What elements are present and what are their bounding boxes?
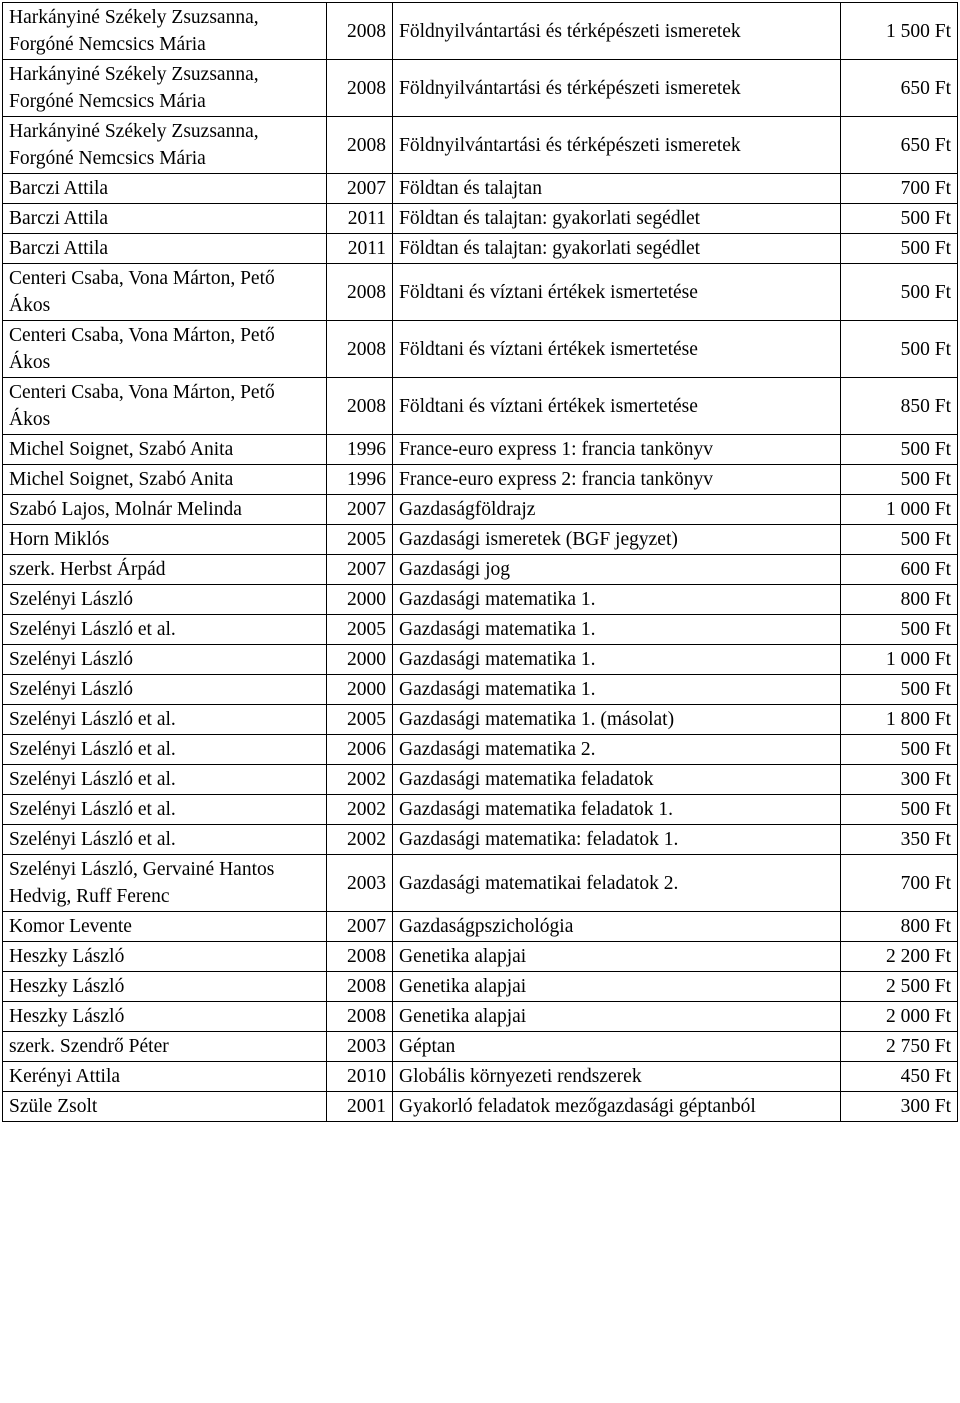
title-cell: Gazdasági matematika 1. xyxy=(393,615,841,645)
author-cell: Michel Soignet, Szabó Anita xyxy=(3,435,327,465)
author-cell: Szüle Zsolt xyxy=(3,1092,327,1122)
table-row xyxy=(3,264,958,321)
title-cell: Gazdasági ismeretek (BGF jegyzet) xyxy=(393,525,841,555)
author-cell: Barczi Attila xyxy=(3,234,327,264)
title-cell: Gazdasági matematika 2. xyxy=(393,735,841,765)
title-cell: Géptan xyxy=(393,1032,841,1062)
price-cell: 800 Ft xyxy=(841,585,958,615)
author-cell: Szelényi László xyxy=(3,645,327,675)
author-cell: Barczi Attila xyxy=(3,204,327,234)
price-cell: 500 Ft xyxy=(841,264,958,321)
table-row xyxy=(3,705,958,735)
title-cell: Földtani és víztani értékek ismertetése xyxy=(393,378,841,435)
year-cell: 2002 xyxy=(327,765,393,795)
year-cell: 1996 xyxy=(327,435,393,465)
year-cell: 2002 xyxy=(327,795,393,825)
author-cell: Centeri Csaba, Vona Márton, Pető Ákos xyxy=(3,378,327,435)
title-cell: Gazdasági matematika 1. xyxy=(393,675,841,705)
year-cell: 2008 xyxy=(327,60,393,117)
price-cell: 2 200 Ft xyxy=(841,942,958,972)
title-cell: Földtan és talajtan: gyakorlati segédlet xyxy=(393,234,841,264)
year-cell: 2001 xyxy=(327,1092,393,1122)
author-cell: Szelényi László xyxy=(3,675,327,705)
price-cell: 500 Ft xyxy=(841,234,958,264)
author-cell: Komor Levente xyxy=(3,912,327,942)
year-cell: 2007 xyxy=(327,912,393,942)
table-row xyxy=(3,675,958,705)
author-cell: Harkányiné Székely Zsuzsanna, Forgóné Nemcsics Mária xyxy=(3,3,327,60)
author-cell: Centeri Csaba, Vona Márton, Pető Ákos xyxy=(3,264,327,321)
year-cell: 2000 xyxy=(327,585,393,615)
price-cell: 500 Ft xyxy=(841,795,958,825)
price-cell: 850 Ft xyxy=(841,378,958,435)
year-cell: 2006 xyxy=(327,735,393,765)
title-cell: France-euro express 2: francia tankönyv xyxy=(393,465,841,495)
author-cell: Heszky László xyxy=(3,1002,327,1032)
author-cell: Michel Soignet, Szabó Anita xyxy=(3,465,327,495)
price-cell: 1 000 Ft xyxy=(841,645,958,675)
table-row xyxy=(3,378,958,435)
title-cell: Gazdasági matematika feladatok 1. xyxy=(393,795,841,825)
table-row xyxy=(3,1092,958,1122)
year-cell: 2008 xyxy=(327,972,393,1002)
year-cell: 2008 xyxy=(327,3,393,60)
price-cell: 700 Ft xyxy=(841,174,958,204)
author-cell: Szelényi László et al. xyxy=(3,735,327,765)
author-cell: Heszky László xyxy=(3,972,327,1002)
title-cell: Földtani és víztani értékek ismertetése xyxy=(393,264,841,321)
author-cell: Szabó Lajos, Molnár Melinda xyxy=(3,495,327,525)
table-row xyxy=(3,60,958,117)
title-cell: Földtan és talajtan: gyakorlati segédlet xyxy=(393,204,841,234)
title-cell: Genetika alapjai xyxy=(393,1002,841,1032)
table-row xyxy=(3,972,958,1002)
title-cell: Globális környezeti rendszerek xyxy=(393,1062,841,1092)
book-list-body xyxy=(3,3,958,1122)
table-row xyxy=(3,174,958,204)
title-cell: Gazdasági matematikai feladatok 2. xyxy=(393,855,841,912)
year-cell: 2008 xyxy=(327,1002,393,1032)
table-row xyxy=(3,912,958,942)
title-cell: Gazdasági matematika 1. xyxy=(393,585,841,615)
price-cell: 300 Ft xyxy=(841,1092,958,1122)
table-row xyxy=(3,465,958,495)
title-cell: France-euro express 1: francia tankönyv xyxy=(393,435,841,465)
year-cell: 2003 xyxy=(327,855,393,912)
table-row xyxy=(3,525,958,555)
title-cell: Gazdaságföldrajz xyxy=(393,495,841,525)
price-cell: 2 750 Ft xyxy=(841,1032,958,1062)
author-cell: Szelényi László, Gervainé Hantos Hedvig, Ruff Ferenc xyxy=(3,855,327,912)
year-cell: 2008 xyxy=(327,942,393,972)
table-row xyxy=(3,495,958,525)
year-cell: 2011 xyxy=(327,204,393,234)
title-cell: Gyakorló feladatok mezőgazdasági géptanból xyxy=(393,1092,841,1122)
title-cell: Genetika alapjai xyxy=(393,972,841,1002)
price-cell: 1 000 Ft xyxy=(841,495,958,525)
title-cell: Földtani és víztani értékek ismertetése xyxy=(393,321,841,378)
table-row xyxy=(3,435,958,465)
author-cell: Szelényi László xyxy=(3,585,327,615)
year-cell: 1996 xyxy=(327,465,393,495)
title-cell: Gazdasági matematika 1. xyxy=(393,645,841,675)
author-cell: szerk. Herbst Árpád xyxy=(3,555,327,585)
table-row xyxy=(3,117,958,174)
price-cell: 300 Ft xyxy=(841,765,958,795)
price-cell: 1 800 Ft xyxy=(841,705,958,735)
author-cell: Kerényi Attila xyxy=(3,1062,327,1092)
table-row xyxy=(3,3,958,60)
year-cell: 2011 xyxy=(327,234,393,264)
price-cell: 2 500 Ft xyxy=(841,972,958,1002)
book-list-table xyxy=(2,2,958,1122)
table-row xyxy=(3,795,958,825)
table-row xyxy=(3,1062,958,1092)
table-row xyxy=(3,204,958,234)
author-cell: Heszky László xyxy=(3,942,327,972)
table-row xyxy=(3,234,958,264)
price-cell: 700 Ft xyxy=(841,855,958,912)
author-cell: Szelényi László et al. xyxy=(3,825,327,855)
title-cell: Földnyilvántartási és térképészeti ismeretek xyxy=(393,3,841,60)
year-cell: 2000 xyxy=(327,645,393,675)
author-cell: Barczi Attila xyxy=(3,174,327,204)
author-cell: Szelényi László et al. xyxy=(3,615,327,645)
price-cell: 500 Ft xyxy=(841,435,958,465)
year-cell: 2007 xyxy=(327,174,393,204)
title-cell: Gazdasági matematika 1. (másolat) xyxy=(393,705,841,735)
table-row xyxy=(3,1002,958,1032)
year-cell: 2008 xyxy=(327,321,393,378)
title-cell: Gazdasági matematika: feladatok 1. xyxy=(393,825,841,855)
year-cell: 2010 xyxy=(327,1062,393,1092)
price-cell: 500 Ft xyxy=(841,465,958,495)
author-cell: Szelényi László et al. xyxy=(3,795,327,825)
price-cell: 600 Ft xyxy=(841,555,958,585)
table-row xyxy=(3,585,958,615)
price-cell: 650 Ft xyxy=(841,60,958,117)
table-row xyxy=(3,825,958,855)
year-cell: 2005 xyxy=(327,525,393,555)
author-cell: Horn Miklós xyxy=(3,525,327,555)
year-cell: 2008 xyxy=(327,378,393,435)
price-cell: 500 Ft xyxy=(841,321,958,378)
title-cell: Földtan és talajtan xyxy=(393,174,841,204)
year-cell: 2005 xyxy=(327,705,393,735)
table-row xyxy=(3,555,958,585)
year-cell: 2007 xyxy=(327,495,393,525)
title-cell: Gazdasági jog xyxy=(393,555,841,585)
title-cell: Genetika alapjai xyxy=(393,942,841,972)
price-cell: 500 Ft xyxy=(841,675,958,705)
price-cell: 500 Ft xyxy=(841,204,958,234)
year-cell: 2002 xyxy=(327,825,393,855)
author-cell: Harkányiné Székely Zsuzsanna, Forgóné Nemcsics Mária xyxy=(3,117,327,174)
table-row xyxy=(3,1032,958,1062)
author-cell: Szelényi László et al. xyxy=(3,705,327,735)
title-cell: Földnyilvántartási és térképészeti ismeretek xyxy=(393,117,841,174)
price-cell: 350 Ft xyxy=(841,825,958,855)
price-cell: 650 Ft xyxy=(841,117,958,174)
price-cell: 500 Ft xyxy=(841,615,958,645)
title-cell: Gazdaságpszichológia xyxy=(393,912,841,942)
table-row xyxy=(3,321,958,378)
author-cell: Harkányiné Székely Zsuzsanna, Forgóné Nemcsics Mária xyxy=(3,60,327,117)
title-cell: Földnyilvántartási és térképészeti ismeretek xyxy=(393,60,841,117)
year-cell: 2008 xyxy=(327,264,393,321)
table-row xyxy=(3,645,958,675)
price-cell: 2 000 Ft xyxy=(841,1002,958,1032)
year-cell: 2008 xyxy=(327,117,393,174)
year-cell: 2007 xyxy=(327,555,393,585)
table-row xyxy=(3,765,958,795)
price-cell: 1 500 Ft xyxy=(841,3,958,60)
author-cell: Centeri Csaba, Vona Márton, Pető Ákos xyxy=(3,321,327,378)
table-row xyxy=(3,942,958,972)
author-cell: szerk. Szendrő Péter xyxy=(3,1032,327,1062)
author-cell: Szelényi László et al. xyxy=(3,765,327,795)
price-cell: 450 Ft xyxy=(841,1062,958,1092)
year-cell: 2000 xyxy=(327,675,393,705)
table-row xyxy=(3,855,958,912)
price-cell: 500 Ft xyxy=(841,525,958,555)
title-cell: Gazdasági matematika feladatok xyxy=(393,765,841,795)
table-row xyxy=(3,735,958,765)
year-cell: 2005 xyxy=(327,615,393,645)
price-cell: 800 Ft xyxy=(841,912,958,942)
table-row xyxy=(3,615,958,645)
year-cell: 2003 xyxy=(327,1032,393,1062)
price-cell: 500 Ft xyxy=(841,735,958,765)
